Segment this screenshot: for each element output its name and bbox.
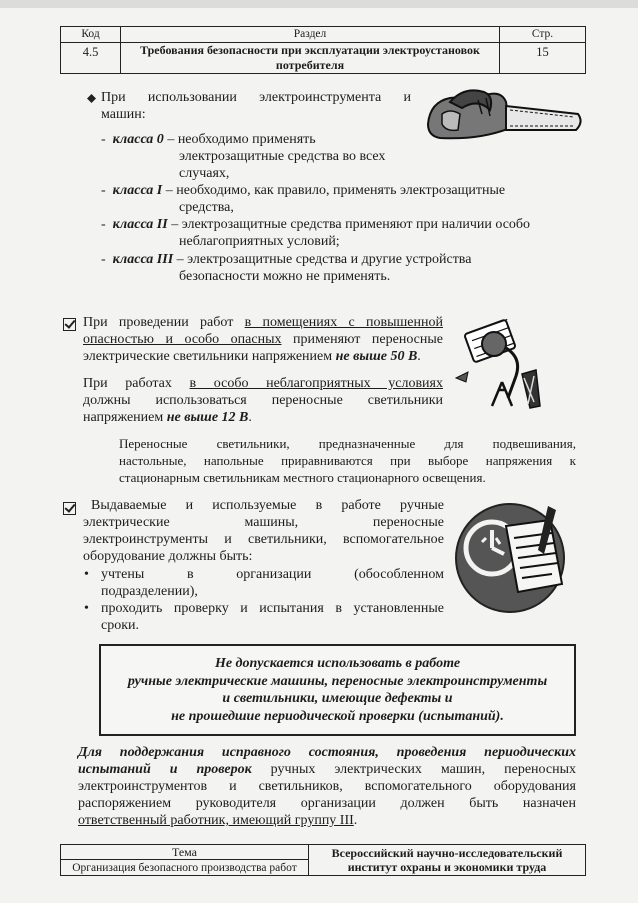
equip-line3: электроинструменты и светильники, вспомогательное xyxy=(83,532,444,547)
class-2-item: - класса II – электрозащитные средства применяют при наличии особо xyxy=(101,217,531,232)
section-label: Раздел xyxy=(121,27,500,43)
class-1-item: - класса I – необходимо, как правило, применять электрозащитные xyxy=(101,183,506,198)
final-line3: электроинструментов и светильников, вспомогательного оборудования xyxy=(78,779,576,794)
page-label: Стр. xyxy=(500,27,586,43)
lamps-p1-line2: опасностью и особо опасных применяют переносные xyxy=(83,332,444,347)
equip-bullet-2-cont: сроки. xyxy=(101,618,140,633)
organization-line1: Всероссийский научно-исследовательский xyxy=(331,846,563,860)
class-3-item: - класса III – электрозащитные средства и другие устройства xyxy=(101,252,472,267)
final-line2: испытаний и проверок ручных электрических машин, переносных xyxy=(78,762,576,777)
equip-line2: электрические машины, переносные xyxy=(83,515,444,530)
limit-12v: не выше 12 В xyxy=(166,410,249,425)
equip-bullet-1: учтены в организации (обособленном xyxy=(101,567,444,582)
organization-name xyxy=(309,845,586,876)
equip-line1: Выдаваемые и используемые в работе ручные xyxy=(91,498,444,513)
header-table xyxy=(60,26,586,74)
equip-bullet-1-cont: подразделении), xyxy=(101,584,198,599)
section-value: Требования безопасности при эксплуатации электроустановок потребителя xyxy=(121,43,500,74)
equip-bullet-2-mark: • xyxy=(84,601,89,616)
scan-edge xyxy=(0,0,638,8)
lamps-p2-line1: При работах в особо неблагоприятных условиях xyxy=(83,376,443,391)
bullet-icon xyxy=(87,94,96,103)
final-line4: распоряжением руководителя организации должен быть назначен xyxy=(78,796,576,811)
warning-line2: ручные электрические машины, переносные электроинструменты xyxy=(127,673,548,689)
portable-lamp-icon xyxy=(450,318,546,410)
code-label: Код xyxy=(61,27,121,43)
clock-document-icon xyxy=(452,498,576,616)
organization-line2: институт охраны и экономики труда xyxy=(347,860,547,874)
lamps-p1-line1: При проведении работ в помещениях с повышенной xyxy=(83,315,443,330)
topic-value: Организация безопасного производства работ xyxy=(61,860,309,876)
limit-50v: не выше 50 В xyxy=(335,349,418,364)
lamps-note-line1: Переносные светильники, предназначенные для подвешивания, xyxy=(119,436,576,451)
warning-box xyxy=(99,644,576,736)
final-line1: Для поддержания исправного состояния, проведения периодических xyxy=(78,745,576,760)
warning-line1: Не допускается использовать в работе xyxy=(214,656,461,671)
final-line5: ответственный работник, имеющий группу III. xyxy=(78,813,358,828)
class-2-line2: неблагоприятных условий; xyxy=(179,234,340,249)
equip-line4: оборудование должны быть: xyxy=(83,549,253,564)
equip-bullet-2: проходить проверку и испытания в установленные xyxy=(101,601,444,616)
tools-intro-2: машин: xyxy=(101,107,146,122)
tools-intro: При использовании электроинструмента и xyxy=(101,90,411,105)
lamps-p2-line2: должны использоваться переносные светильники xyxy=(83,393,443,408)
lamps-p1-line3: электрические светильники напряжением не выше 50 В. xyxy=(83,349,421,364)
warning-line3: и светильники, имеющие дефекты и xyxy=(222,691,453,706)
class-3-line2: безопасности можно не применять. xyxy=(179,269,391,284)
page-value: 15 xyxy=(500,43,586,74)
checkbox-icon xyxy=(63,502,76,515)
class-1-line2: средства, xyxy=(179,200,234,215)
warning-line4: не прошедшие периодической проверки (испытаний). xyxy=(171,708,504,724)
topic-label: Тема xyxy=(61,845,309,860)
lamps-p2-line3: напряжением не выше 12 В. xyxy=(83,410,252,425)
checkbox-icon xyxy=(63,318,76,331)
chainsaw-icon xyxy=(420,84,584,154)
lamps-note-line3: стационарным светильникам местного стационарного освещения. xyxy=(119,470,486,485)
footer-table xyxy=(60,844,586,876)
class-0-item: - класса 0 – необходимо применять xyxy=(101,132,316,147)
class-0-line2: электрозащитные средства во всех xyxy=(179,149,386,164)
lamps-note-line2: настольные, напольные приравниваются при выборе напряжения к xyxy=(119,453,576,468)
equip-bullet-1-mark: • xyxy=(84,567,89,582)
code-value: 4.5 xyxy=(61,43,121,74)
class-0-line3: случаях, xyxy=(179,166,230,181)
